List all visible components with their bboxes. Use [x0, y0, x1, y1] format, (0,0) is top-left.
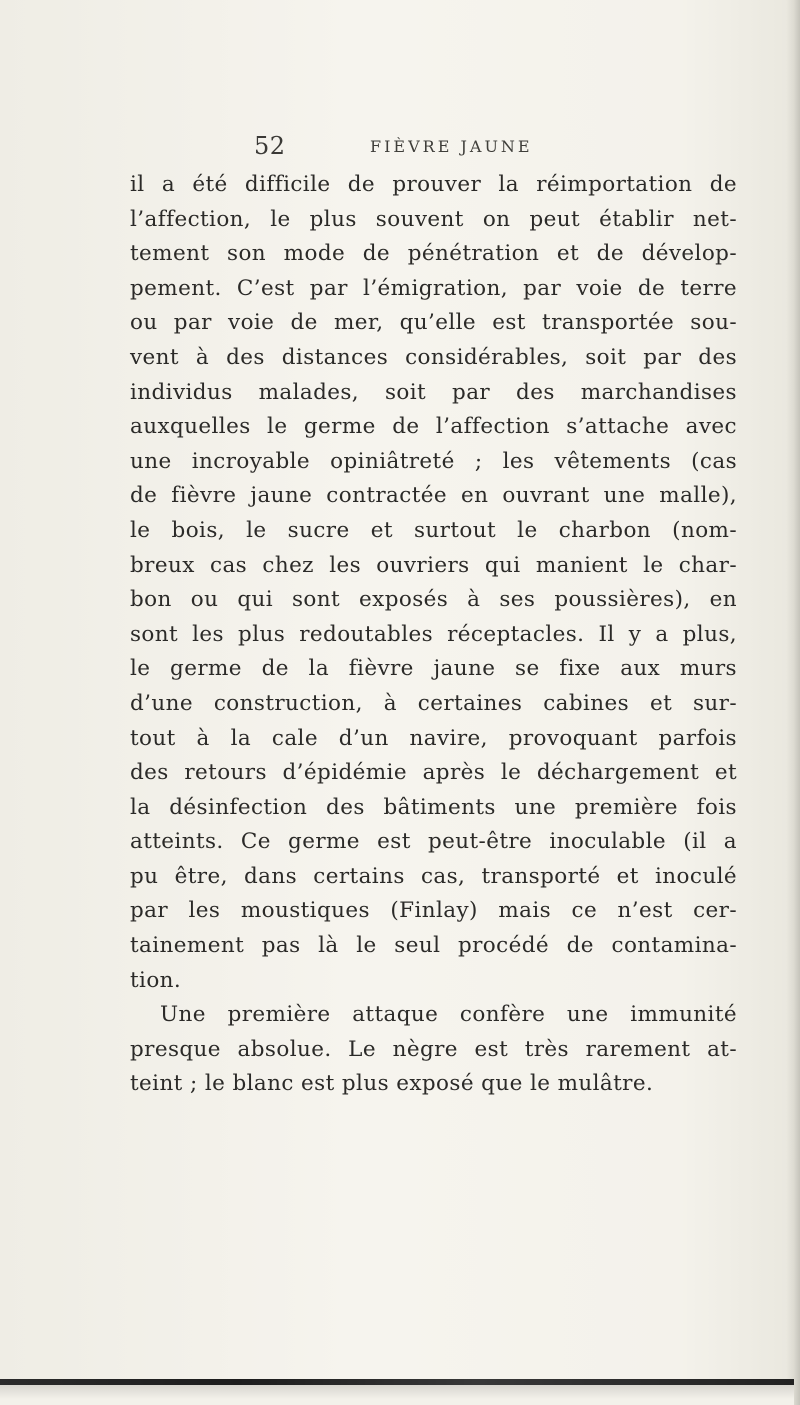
text-line: de fièvre jaune contractée en ouvrant une malle), [130, 483, 737, 509]
text-line: il a été difficile de prouver la réimportation de [130, 172, 737, 197]
page-number: 52 [254, 132, 286, 160]
text-line: l’affection, le plus souvent on peut établir net- [130, 206, 737, 232]
text-line: auxquelles le germe de l’affection s’attache avec [130, 414, 737, 440]
text-line: presque absolue. Le nègre est très rarement at- [130, 1036, 737, 1062]
text-line: atteints. Ce germe est peut-être inoculable (il a [130, 829, 737, 855]
text-line: Une première attaque confère une immunité [160, 1002, 737, 1028]
running-title: FIÈVRE JAUNE [370, 137, 533, 156]
text-line: tout à la cale d’un navire, provoquant parfois [130, 725, 737, 751]
scan-bottom-shadow [0, 1385, 794, 1405]
text-line: teint ; le blanc est plus exposé que le mulâtre. [130, 1071, 654, 1097]
text-line: vent à des distances considérables, soit par des [130, 344, 737, 370]
text-line: tement son mode de pénétration et de dévelop- [130, 241, 737, 267]
body-text [130, 168, 737, 1102]
text-line: sont les plus redoutables réceptacles. Il y a plus, [130, 621, 737, 647]
text-line: individus malades, soit par des marchandises [130, 379, 737, 405]
text-line: breux cas chez les ouvriers qui manient le char- [130, 552, 737, 578]
page-edge-shadow [786, 0, 800, 1405]
text-line: le bois, le sucre et surtout le charbon (nom- [130, 517, 737, 543]
page-header [254, 132, 744, 172]
text-line: le germe de la fièvre jaune se fixe aux murs [130, 656, 737, 682]
text-line: bon ou qui sont exposés à ses poussières), en [130, 587, 737, 613]
text-line: des retours d’épidémie après le déchargement et [130, 760, 737, 786]
paragraph-1 [130, 168, 737, 998]
text-line: ou par voie de mer, qu’elle est transportée sou- [130, 310, 737, 336]
text-line: la désinfection des bâtiments une première fois [130, 794, 737, 820]
text-line: d’une construction, à certaines cabines et sur- [130, 690, 737, 716]
text-line: par les moustiques (Finlay) mais ce n’est cer- [130, 898, 737, 924]
text-line: tion. [130, 967, 182, 993]
paragraph-2 [130, 998, 737, 1102]
text-line: pu être, dans certains cas, transporté et inoculé [130, 863, 737, 889]
text-line: pement. C’est par l’émigration, par voie de terre [130, 275, 737, 301]
text-line: tainement pas là le seul procédé de contamina- [130, 933, 737, 959]
text-line: une incroyable opiniâtreté ; les vêtements (cas [130, 448, 737, 474]
